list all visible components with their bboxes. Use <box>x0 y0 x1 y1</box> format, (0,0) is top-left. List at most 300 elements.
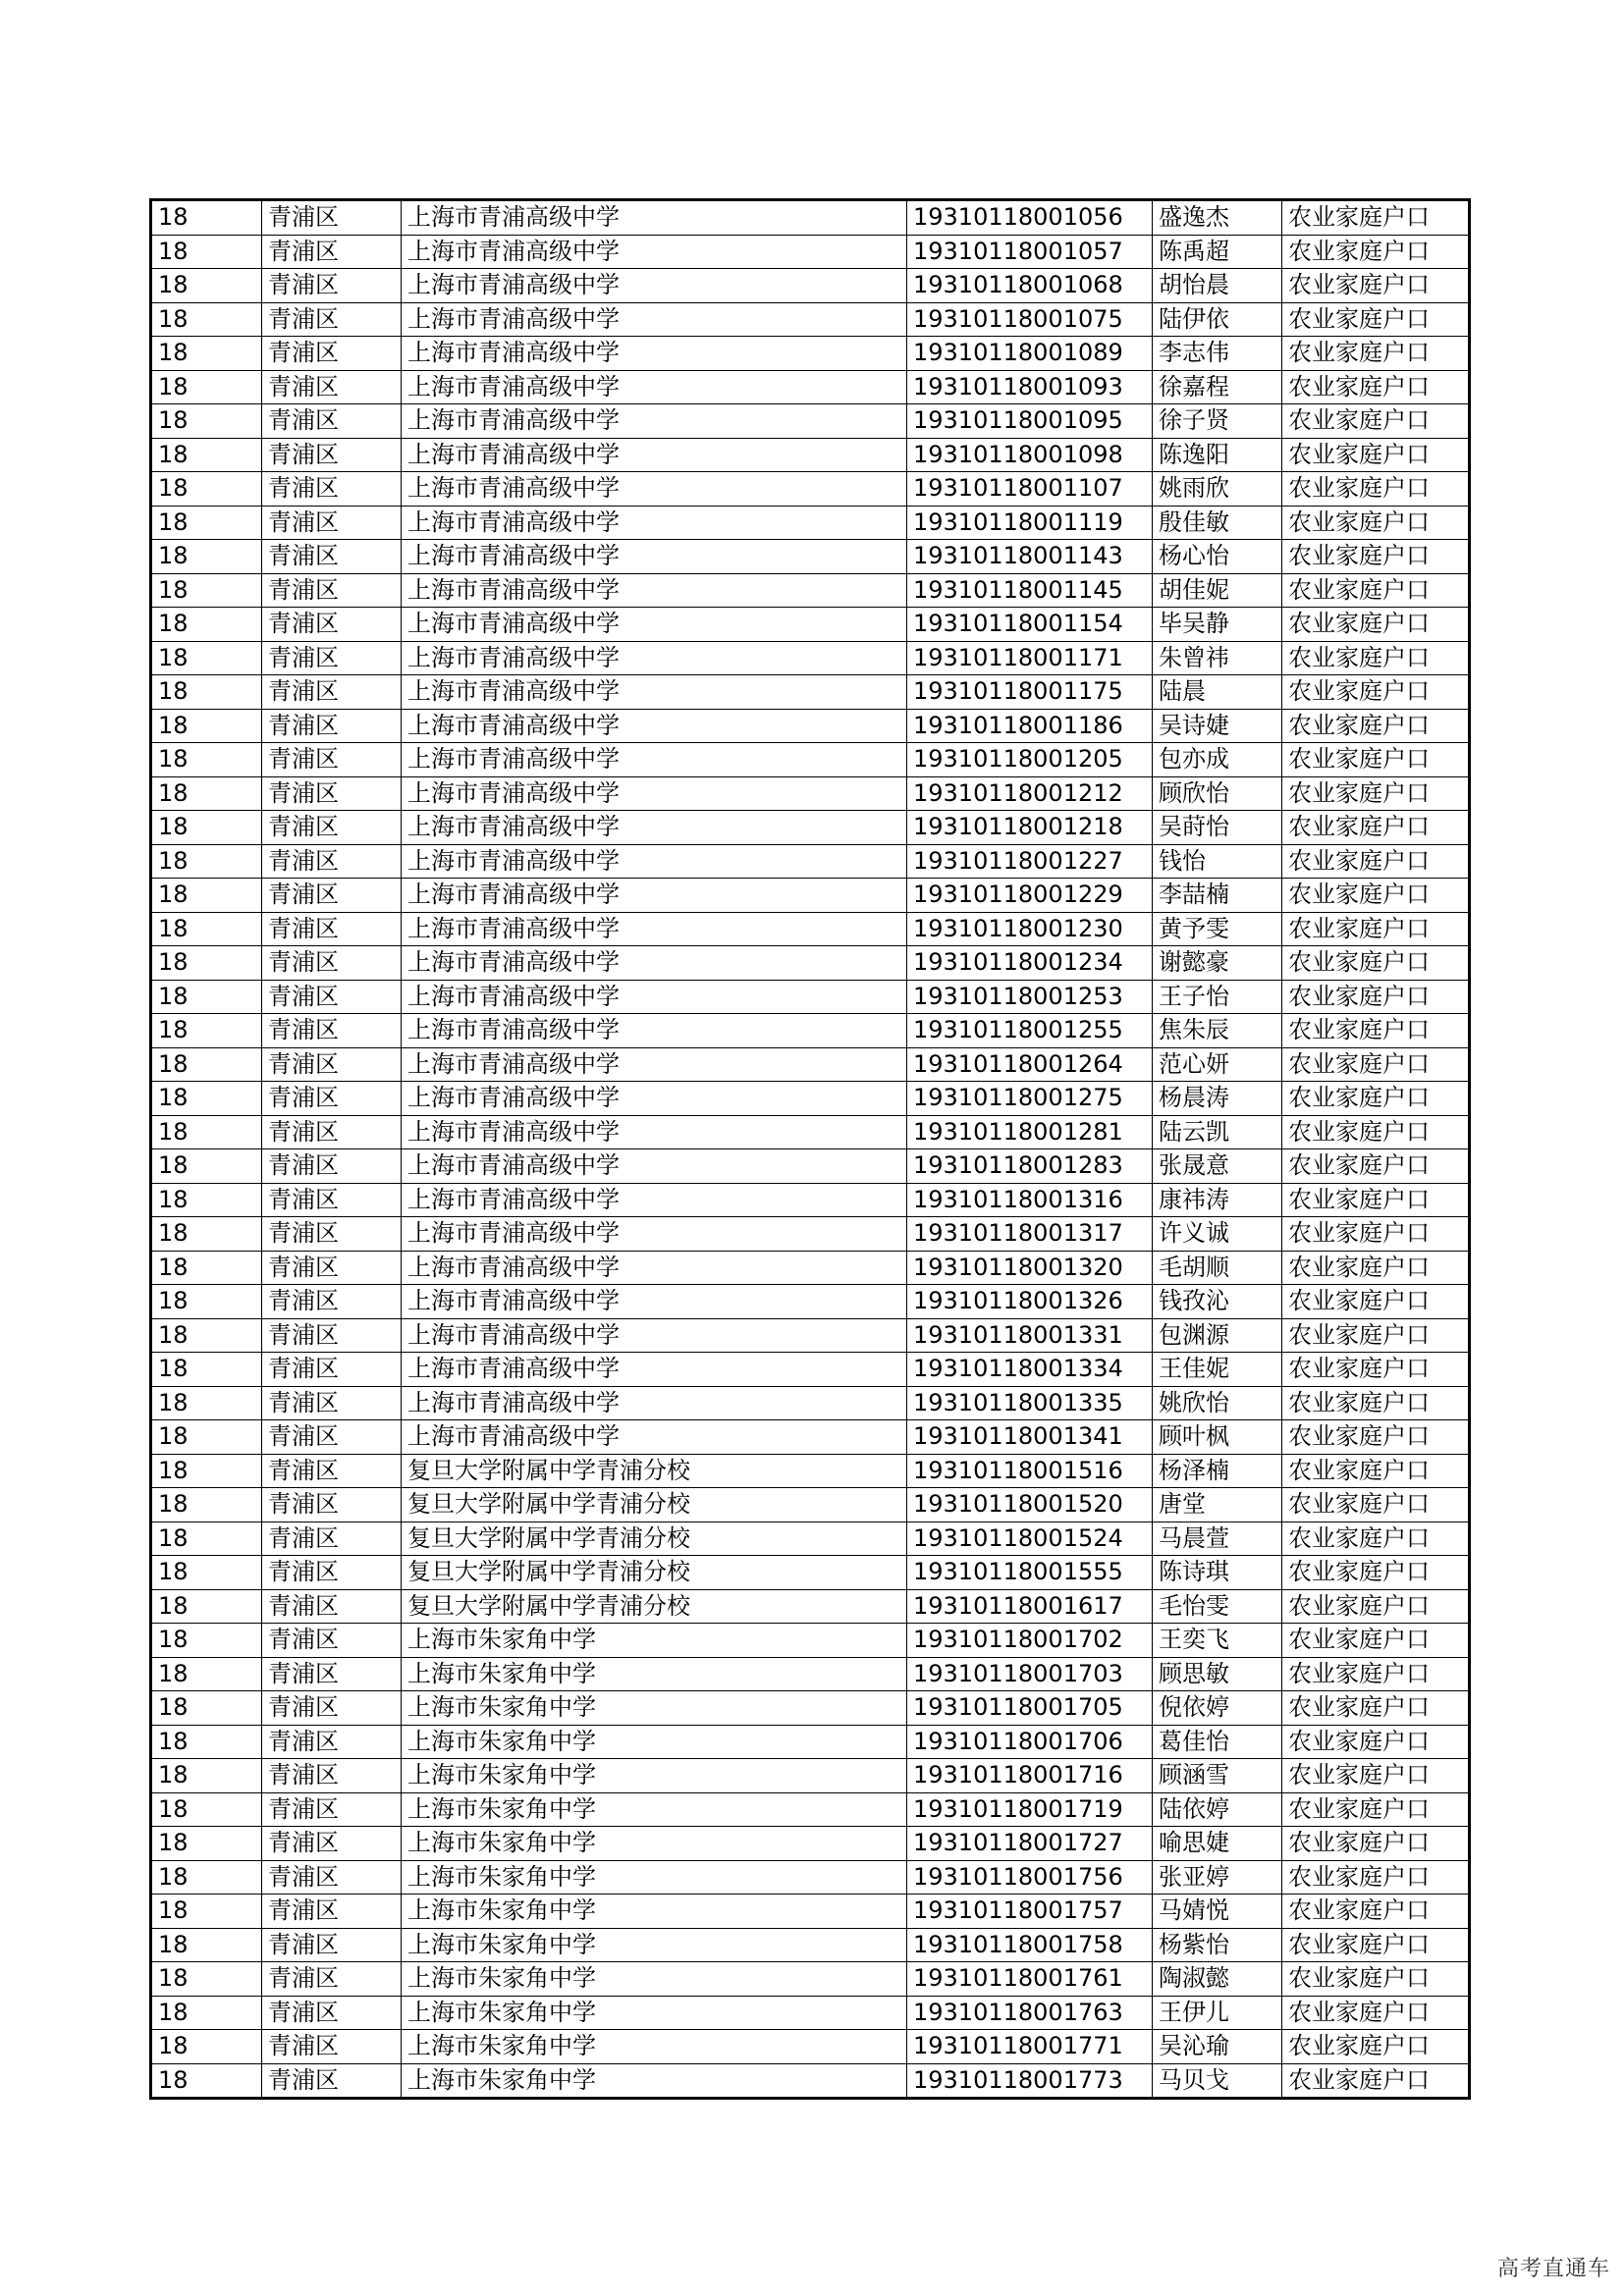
cell-household-type: 农业家庭户口 <box>1282 1691 1470 1726</box>
cell-name: 朱曾祎 <box>1153 641 1282 675</box>
cell-household-type: 农业家庭户口 <box>1282 776 1470 811</box>
roster-table-body <box>151 200 1470 2099</box>
table-row <box>151 404 1470 439</box>
cell-name: 胡怡晨 <box>1153 269 1282 303</box>
cell-exam-number: 19310118001093 <box>907 370 1153 404</box>
cell-district: 青浦区 <box>262 1895 402 1929</box>
table-row <box>151 844 1470 879</box>
cell-household-type: 农业家庭户口 <box>1282 404 1470 439</box>
table-row <box>151 1589 1470 1624</box>
table-row <box>151 1149 1470 1184</box>
cell-exam-number: 19310118001253 <box>907 980 1153 1014</box>
cell-code: 18 <box>151 506 262 540</box>
cell-school: 上海市青浦高级中学 <box>402 1014 907 1048</box>
cell-code: 18 <box>151 1556 262 1590</box>
cell-exam-number: 19310118001763 <box>907 1996 1153 2030</box>
cell-district: 青浦区 <box>262 235 402 269</box>
cell-district: 青浦区 <box>262 1488 402 1522</box>
cell-exam-number: 19310118001186 <box>907 709 1153 743</box>
cell-household-type: 农业家庭户口 <box>1282 1251 1470 1285</box>
cell-household-type: 农业家庭户口 <box>1282 1860 1470 1895</box>
cell-name: 葛佳怡 <box>1153 1725 1282 1759</box>
cell-name: 顾欣怡 <box>1153 776 1282 811</box>
cell-name: 张晟意 <box>1153 1149 1282 1184</box>
cell-school: 上海市青浦高级中学 <box>402 1115 907 1149</box>
cell-school: 上海市朱家角中学 <box>402 1827 907 1861</box>
cell-name: 许义诚 <box>1153 1217 1282 1252</box>
table-row <box>151 776 1470 811</box>
cell-code: 18 <box>151 641 262 675</box>
cell-household-type: 农业家庭户口 <box>1282 302 1470 337</box>
cell-name: 杨紫怡 <box>1153 1928 1282 1962</box>
table-row <box>151 980 1470 1014</box>
cell-exam-number: 19310118001758 <box>907 1928 1153 1962</box>
cell-school: 复旦大学附属中学青浦分校 <box>402 1454 907 1488</box>
cell-district: 青浦区 <box>262 302 402 337</box>
table-row <box>151 1860 1470 1895</box>
cell-district: 青浦区 <box>262 879 402 913</box>
cell-district: 青浦区 <box>262 1624 402 1658</box>
cell-school: 上海市朱家角中学 <box>402 1657 907 1691</box>
cell-school: 上海市青浦高级中学 <box>402 1217 907 1252</box>
cell-school: 上海市青浦高级中学 <box>402 269 907 303</box>
cell-district: 青浦区 <box>262 1691 402 1726</box>
cell-name: 马晨萱 <box>1153 1522 1282 1556</box>
cell-exam-number: 19310118001281 <box>907 1115 1153 1149</box>
cell-code: 18 <box>151 743 262 777</box>
cell-household-type: 农业家庭户口 <box>1282 1827 1470 1861</box>
cell-household-type: 农业家庭户口 <box>1282 1556 1470 1590</box>
table-row <box>151 1115 1470 1149</box>
cell-exam-number: 19310118001555 <box>907 1556 1153 1590</box>
cell-name: 徐嘉程 <box>1153 370 1282 404</box>
cell-name: 陶淑懿 <box>1153 1962 1282 1997</box>
cell-code: 18 <box>151 1792 262 1827</box>
cell-school: 上海市青浦高级中学 <box>402 1420 907 1455</box>
cell-school: 上海市青浦高级中学 <box>402 1183 907 1217</box>
cell-household-type: 农业家庭户口 <box>1282 269 1470 303</box>
cell-name: 包亦成 <box>1153 743 1282 777</box>
cell-exam-number: 19310118001107 <box>907 472 1153 507</box>
cell-exam-number: 19310118001316 <box>907 1183 1153 1217</box>
cell-school: 上海市青浦高级中学 <box>402 1047 907 1082</box>
cell-school: 复旦大学附属中学青浦分校 <box>402 1488 907 1522</box>
cell-code: 18 <box>151 1488 262 1522</box>
table-row <box>151 608 1470 642</box>
cell-school: 上海市青浦高级中学 <box>402 844 907 879</box>
cell-school: 上海市青浦高级中学 <box>402 370 907 404</box>
cell-code: 18 <box>151 200 262 236</box>
cell-district: 青浦区 <box>262 1827 402 1861</box>
cell-name: 顾涵雪 <box>1153 1759 1282 1793</box>
cell-code: 18 <box>151 1962 262 1997</box>
cell-name: 毛胡顺 <box>1153 1251 1282 1285</box>
cell-exam-number: 19310118001520 <box>907 1488 1153 1522</box>
cell-exam-number: 19310118001617 <box>907 1589 1153 1624</box>
table-row <box>151 1047 1470 1082</box>
cell-exam-number: 19310118001524 <box>907 1522 1153 1556</box>
cell-exam-number: 19310118001068 <box>907 269 1153 303</box>
cell-exam-number: 19310118001175 <box>907 675 1153 710</box>
cell-name: 唐堂 <box>1153 1488 1282 1522</box>
cell-code: 18 <box>151 370 262 404</box>
cell-household-type: 农业家庭户口 <box>1282 1522 1470 1556</box>
table-row <box>151 1082 1470 1116</box>
cell-exam-number: 19310118001756 <box>907 1860 1153 1895</box>
table-row <box>151 1420 1470 1455</box>
cell-household-type: 农业家庭户口 <box>1282 370 1470 404</box>
cell-name: 陆晨 <box>1153 675 1282 710</box>
cell-household-type: 农业家庭户口 <box>1282 2063 1470 2099</box>
cell-exam-number: 19310118001143 <box>907 540 1153 574</box>
cell-school: 上海市青浦高级中学 <box>402 1353 907 1387</box>
cell-code: 18 <box>151 1217 262 1252</box>
cell-exam-number: 19310118001218 <box>907 811 1153 845</box>
cell-code: 18 <box>151 1251 262 1285</box>
cell-name: 胡佳妮 <box>1153 573 1282 608</box>
cell-school: 上海市青浦高级中学 <box>402 302 907 337</box>
cell-exam-number: 19310118001255 <box>907 1014 1153 1048</box>
cell-district: 青浦区 <box>262 506 402 540</box>
cell-code: 18 <box>151 1895 262 1929</box>
cell-name: 王伊儿 <box>1153 1996 1282 2030</box>
table-row <box>151 472 1470 507</box>
cell-exam-number: 19310118001719 <box>907 1792 1153 1827</box>
cell-household-type: 农业家庭户口 <box>1282 1318 1470 1353</box>
cell-exam-number: 19310118001119 <box>907 506 1153 540</box>
cell-household-type: 农业家庭户口 <box>1282 1353 1470 1387</box>
cell-code: 18 <box>151 337 262 371</box>
cell-district: 青浦区 <box>262 1047 402 1082</box>
cell-district: 青浦区 <box>262 1420 402 1455</box>
cell-name: 李喆楠 <box>1153 879 1282 913</box>
cell-school: 上海市朱家角中学 <box>402 1860 907 1895</box>
cell-code: 18 <box>151 879 262 913</box>
cell-school: 复旦大学附属中学青浦分校 <box>402 1589 907 1624</box>
table-row <box>151 269 1470 303</box>
cell-district: 青浦区 <box>262 337 402 371</box>
cell-school: 上海市青浦高级中学 <box>402 1285 907 1319</box>
cell-household-type: 农业家庭户口 <box>1282 1454 1470 1488</box>
table-row <box>151 2063 1470 2099</box>
cell-name: 王奕飞 <box>1153 1624 1282 1658</box>
cell-name: 徐子贤 <box>1153 404 1282 439</box>
table-row <box>151 912 1470 946</box>
table-row <box>151 1759 1470 1793</box>
cell-name: 姚欣怡 <box>1153 1386 1282 1420</box>
cell-code: 18 <box>151 573 262 608</box>
cell-exam-number: 19310118001089 <box>907 337 1153 371</box>
cell-district: 青浦区 <box>262 1454 402 1488</box>
cell-exam-number: 19310118001154 <box>907 608 1153 642</box>
cell-school: 上海市青浦高级中学 <box>402 506 907 540</box>
table-row <box>151 675 1470 710</box>
cell-school: 复旦大学附属中学青浦分校 <box>402 1556 907 1590</box>
cell-code: 18 <box>151 235 262 269</box>
cell-code: 18 <box>151 1827 262 1861</box>
cell-code: 18 <box>151 1115 262 1149</box>
cell-district: 青浦区 <box>262 1353 402 1387</box>
cell-household-type: 农业家庭户口 <box>1282 811 1470 845</box>
cell-district: 青浦区 <box>262 641 402 675</box>
cell-district: 青浦区 <box>262 1251 402 1285</box>
cell-household-type: 农业家庭户口 <box>1282 200 1470 236</box>
cell-code: 18 <box>151 946 262 981</box>
cell-household-type: 农业家庭户口 <box>1282 1725 1470 1759</box>
cell-name: 陆伊依 <box>1153 302 1282 337</box>
cell-household-type: 农业家庭户口 <box>1282 472 1470 507</box>
cell-name: 顾叶枫 <box>1153 1420 1282 1455</box>
cell-school: 上海市青浦高级中学 <box>402 879 907 913</box>
cell-name: 姚雨欣 <box>1153 472 1282 507</box>
cell-school: 上海市青浦高级中学 <box>402 980 907 1014</box>
cell-name: 马贝戈 <box>1153 2063 1282 2099</box>
cell-exam-number: 19310118001145 <box>907 573 1153 608</box>
cell-exam-number: 19310118001703 <box>907 1657 1153 1691</box>
cell-code: 18 <box>151 472 262 507</box>
table-row <box>151 370 1470 404</box>
cell-code: 18 <box>151 1454 262 1488</box>
cell-exam-number: 19310118001317 <box>907 1217 1153 1252</box>
cell-household-type: 农业家庭户口 <box>1282 743 1470 777</box>
cell-district: 青浦区 <box>262 1759 402 1793</box>
cell-district: 青浦区 <box>262 540 402 574</box>
cell-exam-number: 19310118001773 <box>907 2063 1153 2099</box>
cell-district: 青浦区 <box>262 1725 402 1759</box>
cell-district: 青浦区 <box>262 1285 402 1319</box>
cell-code: 18 <box>151 1082 262 1116</box>
cell-district: 青浦区 <box>262 472 402 507</box>
cell-district: 青浦区 <box>262 1115 402 1149</box>
cell-code: 18 <box>151 1149 262 1184</box>
cell-district: 青浦区 <box>262 1183 402 1217</box>
cell-code: 18 <box>151 1759 262 1793</box>
cell-exam-number: 19310118001229 <box>907 879 1153 913</box>
cell-district: 青浦区 <box>262 404 402 439</box>
cell-name: 王佳妮 <box>1153 1353 1282 1387</box>
cell-district: 青浦区 <box>262 1962 402 1997</box>
cell-district: 青浦区 <box>262 1217 402 1252</box>
cell-exam-number: 19310118001227 <box>907 844 1153 879</box>
cell-code: 18 <box>151 1657 262 1691</box>
cell-school: 上海市青浦高级中学 <box>402 1386 907 1420</box>
table-row <box>151 1691 1470 1726</box>
cell-exam-number: 19310118001761 <box>907 1962 1153 1997</box>
cell-household-type: 农业家庭户口 <box>1282 2030 1470 2064</box>
cell-household-type: 农业家庭户口 <box>1282 1792 1470 1827</box>
table-row <box>151 438 1470 472</box>
cell-code: 18 <box>151 302 262 337</box>
cell-name: 陆依婷 <box>1153 1792 1282 1827</box>
cell-name: 毕吴静 <box>1153 608 1282 642</box>
table-row <box>151 1624 1470 1658</box>
cell-code: 18 <box>151 709 262 743</box>
cell-exam-number: 19310118001341 <box>907 1420 1153 1455</box>
cell-household-type: 农业家庭户口 <box>1282 438 1470 472</box>
table-row <box>151 1454 1470 1488</box>
cell-school: 上海市青浦高级中学 <box>402 1149 907 1184</box>
cell-name: 钱孜沁 <box>1153 1285 1282 1319</box>
cell-exam-number: 19310118001335 <box>907 1386 1153 1420</box>
cell-exam-number: 19310118001727 <box>907 1827 1153 1861</box>
cell-school: 上海市青浦高级中学 <box>402 337 907 371</box>
cell-school: 上海市青浦高级中学 <box>402 946 907 981</box>
cell-exam-number: 19310118001171 <box>907 641 1153 675</box>
cell-name: 陆云凯 <box>1153 1115 1282 1149</box>
table-row <box>151 1928 1470 1962</box>
cell-name: 康祎涛 <box>1153 1183 1282 1217</box>
table-row <box>151 1522 1470 1556</box>
cell-district: 青浦区 <box>262 1522 402 1556</box>
cell-name: 盛逸杰 <box>1153 200 1282 236</box>
cell-school: 上海市青浦高级中学 <box>402 1082 907 1116</box>
cell-code: 18 <box>151 1183 262 1217</box>
cell-school: 上海市青浦高级中学 <box>402 608 907 642</box>
cell-district: 青浦区 <box>262 438 402 472</box>
cell-name: 马婧悦 <box>1153 1895 1282 1929</box>
cell-household-type: 农业家庭户口 <box>1282 1082 1470 1116</box>
cell-name: 黄予雯 <box>1153 912 1282 946</box>
cell-school: 上海市青浦高级中学 <box>402 776 907 811</box>
cell-name: 谢懿豪 <box>1153 946 1282 981</box>
cell-school: 上海市朱家角中学 <box>402 1962 907 1997</box>
cell-code: 18 <box>151 1624 262 1658</box>
cell-district: 青浦区 <box>262 776 402 811</box>
table-row <box>151 946 1470 981</box>
cell-name: 范心妍 <box>1153 1047 1282 1082</box>
cell-school: 上海市青浦高级中学 <box>402 912 907 946</box>
cell-school: 复旦大学附属中学青浦分校 <box>402 1522 907 1556</box>
cell-code: 18 <box>151 1691 262 1726</box>
cell-district: 青浦区 <box>262 946 402 981</box>
cell-exam-number: 19310118001283 <box>907 1149 1153 1184</box>
cell-household-type: 农业家庭户口 <box>1282 1183 1470 1217</box>
watermark-label: 高考直通车 <box>1496 2257 1610 2281</box>
cell-school: 上海市朱家角中学 <box>402 1691 907 1726</box>
cell-name: 毛怡雯 <box>1153 1589 1282 1624</box>
cell-district: 青浦区 <box>262 1860 402 1895</box>
table-row <box>151 337 1470 371</box>
cell-code: 18 <box>151 912 262 946</box>
table-row <box>151 200 1470 236</box>
cell-name: 殷佳敏 <box>1153 506 1282 540</box>
table-row <box>151 641 1470 675</box>
cell-name: 杨心怡 <box>1153 540 1282 574</box>
cell-exam-number: 19310118001334 <box>907 1353 1153 1387</box>
cell-school: 上海市青浦高级中学 <box>402 709 907 743</box>
cell-exam-number: 19310118001757 <box>907 1895 1153 1929</box>
cell-district: 青浦区 <box>262 608 402 642</box>
cell-exam-number: 19310118001205 <box>907 743 1153 777</box>
cell-school: 上海市朱家角中学 <box>402 1792 907 1827</box>
cell-code: 18 <box>151 2063 262 2099</box>
cell-name: 张亚婷 <box>1153 1860 1282 1895</box>
cell-household-type: 农业家庭户口 <box>1282 1285 1470 1319</box>
cell-school: 上海市青浦高级中学 <box>402 235 907 269</box>
cell-code: 18 <box>151 2030 262 2064</box>
cell-district: 青浦区 <box>262 1657 402 1691</box>
table-row <box>151 1285 1470 1319</box>
cell-school: 上海市青浦高级中学 <box>402 641 907 675</box>
cell-household-type: 农业家庭户口 <box>1282 1759 1470 1793</box>
cell-school: 上海市青浦高级中学 <box>402 743 907 777</box>
cell-code: 18 <box>151 844 262 879</box>
cell-household-type: 农业家庭户口 <box>1282 844 1470 879</box>
cell-code: 18 <box>151 675 262 710</box>
cell-household-type: 农业家庭户口 <box>1282 1488 1470 1522</box>
cell-district: 青浦区 <box>262 1014 402 1048</box>
cell-household-type: 农业家庭户口 <box>1282 1115 1470 1149</box>
cell-code: 18 <box>151 1386 262 1420</box>
cell-district: 青浦区 <box>262 1792 402 1827</box>
cell-school: 上海市青浦高级中学 <box>402 540 907 574</box>
cell-school: 上海市朱家角中学 <box>402 1759 907 1793</box>
cell-household-type: 农业家庭户口 <box>1282 1149 1470 1184</box>
cell-district: 青浦区 <box>262 980 402 1014</box>
cell-school: 上海市朱家角中学 <box>402 1624 907 1658</box>
cell-name: 杨晨涛 <box>1153 1082 1282 1116</box>
cell-household-type: 农业家庭户口 <box>1282 1657 1470 1691</box>
cell-household-type: 农业家庭户口 <box>1282 573 1470 608</box>
cell-code: 18 <box>151 1014 262 1048</box>
cell-code: 18 <box>151 1285 262 1319</box>
cell-code: 18 <box>151 1996 262 2030</box>
cell-school: 上海市青浦高级中学 <box>402 438 907 472</box>
cell-household-type: 农业家庭户口 <box>1282 946 1470 981</box>
cell-household-type: 农业家庭户口 <box>1282 337 1470 371</box>
cell-district: 青浦区 <box>262 1928 402 1962</box>
cell-code: 18 <box>151 438 262 472</box>
cell-household-type: 农业家庭户口 <box>1282 1386 1470 1420</box>
cell-household-type: 农业家庭户口 <box>1282 641 1470 675</box>
cell-exam-number: 19310118001275 <box>907 1082 1153 1116</box>
cell-school: 上海市朱家角中学 <box>402 1996 907 2030</box>
cell-school: 上海市朱家角中学 <box>402 1895 907 1929</box>
cell-district: 青浦区 <box>262 2030 402 2064</box>
cell-household-type: 农业家庭户口 <box>1282 980 1470 1014</box>
cell-exam-number: 19310118001075 <box>907 302 1153 337</box>
cell-household-type: 农业家庭户口 <box>1282 709 1470 743</box>
cell-exam-number: 19310118001098 <box>907 438 1153 472</box>
cell-name: 倪依婷 <box>1153 1691 1282 1726</box>
cell-code: 18 <box>151 1589 262 1624</box>
cell-code: 18 <box>151 811 262 845</box>
cell-exam-number: 19310118001264 <box>907 1047 1153 1082</box>
table-row <box>151 302 1470 337</box>
table-row <box>151 811 1470 845</box>
cell-district: 青浦区 <box>262 573 402 608</box>
cell-code: 18 <box>151 1420 262 1455</box>
cell-district: 青浦区 <box>262 844 402 879</box>
cell-school: 上海市朱家角中学 <box>402 2063 907 2099</box>
cell-exam-number: 19310118001326 <box>907 1285 1153 1319</box>
cell-district: 青浦区 <box>262 709 402 743</box>
cell-name: 陈逸阳 <box>1153 438 1282 472</box>
cell-district: 青浦区 <box>262 269 402 303</box>
cell-code: 18 <box>151 776 262 811</box>
cell-school: 上海市青浦高级中学 <box>402 1318 907 1353</box>
cell-exam-number: 19310118001331 <box>907 1318 1153 1353</box>
cell-exam-number: 19310118001234 <box>907 946 1153 981</box>
cell-household-type: 农业家庭户口 <box>1282 1420 1470 1455</box>
cell-school: 上海市青浦高级中学 <box>402 472 907 507</box>
cell-district: 青浦区 <box>262 1556 402 1590</box>
cell-name: 李志伟 <box>1153 337 1282 371</box>
cell-household-type: 农业家庭户口 <box>1282 1047 1470 1082</box>
table-row <box>151 235 1470 269</box>
table-row <box>151 879 1470 913</box>
table-row <box>151 1657 1470 1691</box>
